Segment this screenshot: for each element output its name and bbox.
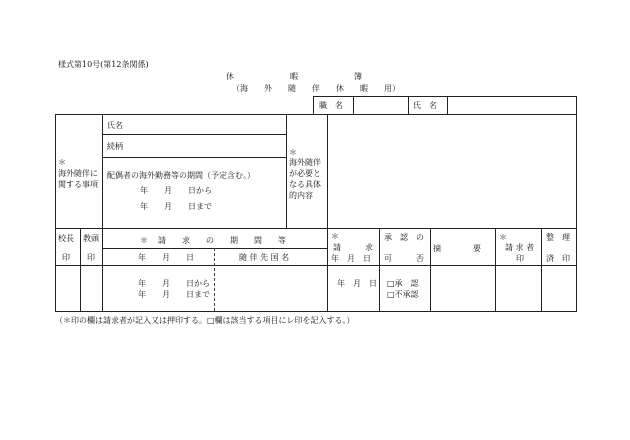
section-asterisk: ＊ — [58, 158, 66, 167]
arrange-sub-label: 済 印 — [546, 254, 570, 263]
reason-line2: が必要と — [289, 169, 321, 178]
requester-label: 請 求 者 — [505, 243, 535, 252]
principal-seal-label: 印 — [62, 253, 70, 262]
row-approve-checkbox[interactable]: □承 認 — [387, 279, 419, 288]
row-disapprove-checkbox[interactable]: □不承認 — [387, 290, 419, 299]
reason-asterisk: ＊ — [289, 148, 297, 157]
post-label: 職 名 — [319, 101, 343, 110]
footnote: （＊印の欄は請求者が記入又は押印する。□欄は該当する項目にレ印を記入する。） — [55, 316, 355, 325]
requester-seal-label: 印 — [516, 254, 524, 263]
spouse-name-label: 氏名 — [107, 121, 123, 130]
request-label: 請 求 — [333, 243, 373, 252]
request-date-label: 年 月 日 — [331, 254, 371, 263]
form-id: 様式第10号(第12条関係) — [58, 60, 149, 69]
section-label-line1: 海外随伴に — [58, 169, 98, 178]
requester-asterisk: ＊ — [499, 233, 507, 242]
section-label-line2: 関する事項 — [58, 180, 98, 189]
period-to: 年 月 日まで — [140, 202, 212, 211]
reason-line4: 的内容 — [289, 191, 313, 200]
row-to: 年 月 日まで — [138, 290, 210, 299]
head-teacher-seal-label: 印 — [87, 253, 95, 262]
row-request-date: 年 月 日 — [337, 279, 377, 288]
reason-line1: 海外随伴 — [289, 158, 321, 167]
relationship-label: 続柄 — [107, 142, 123, 151]
period-asterisk: ＊ — [140, 236, 148, 245]
request-asterisk: ＊ — [331, 232, 339, 241]
page-subtitle: （海 外 随 伴 休 暇 用） — [232, 84, 400, 93]
row-from: 年 月 日から — [138, 279, 210, 288]
date-subheader: 年 月 日 — [138, 253, 194, 262]
country-subheader: 随 伴 先 国 名 — [239, 253, 290, 262]
period-from: 年 月 日から — [140, 186, 212, 195]
principal-label: 校長 — [58, 234, 74, 243]
reason-line3: なる具体 — [289, 180, 321, 189]
name-label: 氏 名 — [413, 101, 437, 110]
approval-sub-label: 可 否 — [384, 254, 424, 263]
period-header: 請 求 の 期 間 等 — [158, 236, 286, 245]
approval-label: 承 認 の — [384, 233, 424, 242]
period-label: 配偶者の海外勤務等の期間（予定含む。） — [107, 171, 255, 180]
arrange-label: 整 理 — [546, 233, 570, 242]
head-teacher-label: 教頭 — [83, 234, 99, 243]
page-title: 休 暇 簿 — [226, 72, 362, 81]
remarks-label: 摘 要 — [433, 244, 481, 253]
